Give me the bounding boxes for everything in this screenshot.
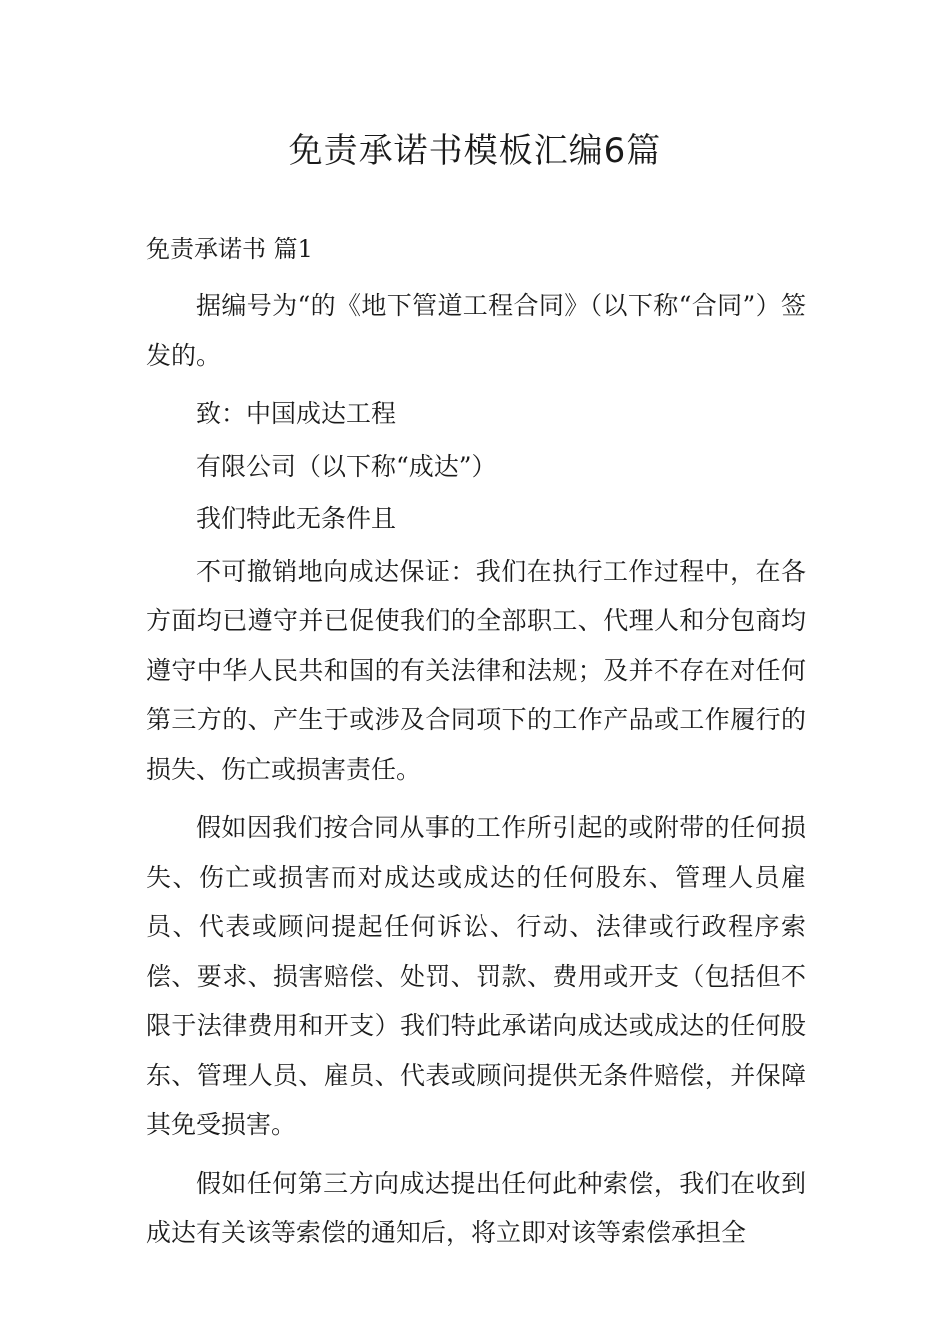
section-heading: 免责承诺书 篇1: [146, 235, 313, 263]
paragraph-guarantee: 不可撤销地向成达保证：我们在执行工作过程中，在各方面均已遵守并已促使我们的全部职工、代理人和分包商均遵守中华人民共和国的有关法律和法规；及并不存在对任何第三方的、产生于或涉及合同项下的工作产品或工作履行的损失、伤亡或损害责任。: [146, 556, 806, 784]
paragraph-contract-reference: 据编号为“的《地下管道工程合同》（以下称“合同”）签发的。: [146, 291, 806, 370]
paragraph-declaration-start: 我们特此无条件且: [196, 504, 397, 533]
document-title: 免责承诺书模板汇编6篇: [288, 131, 662, 171]
paragraph-addressee: 致：中国成达工程: [196, 399, 397, 428]
document-body: [146, 229, 806, 1267]
paragraph-company: 有限公司（以下称“成达”）: [196, 451, 497, 481]
paragraph-third-party-claims: 假如任何第三方向成达提出任何此种索偿，我们在收到成达有关该等索偿的通知后，将立即对该等索偿承担全: [146, 1168, 806, 1247]
paragraph-indemnity: 假如因我们按合同从事的工作所引起的或附带的任何损失、伤亡或损害而对成达或成达的任何股东、管理人员雇员、代表或顾问提起任何诉讼、行动、法律或行政程序索偿、要求、损害赔偿、处罚、罚款、费用或开支（包括但不限于法律费用和开支）我们特此承诺向成达或成达的任何股东、管理人员、雇员、代表或顾问提供无条件赔偿，并保障其免受损害。: [146, 813, 806, 1139]
